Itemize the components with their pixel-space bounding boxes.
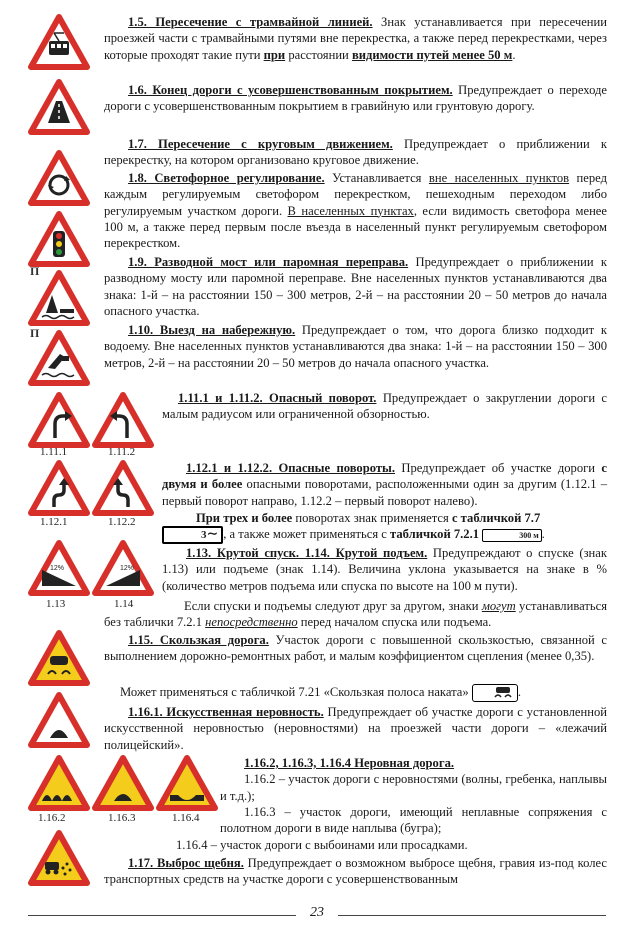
traffic-light-icon bbox=[53, 231, 65, 257]
caption-1-16-4: 1.16.4 bbox=[172, 812, 200, 824]
sign-1-16-3 bbox=[92, 755, 154, 811]
para-1-11: 1.11.1 и 1.11.2. Опасный поворот. Предупреждает о закруглении дороги с малым радиусом или ограниченной обзорностью. bbox=[162, 391, 608, 422]
para-1-12-plates: При трех и более поворотах знак применяется с табличкой 7.7 3∼ , а также может применяться с табличкой 7.2.1 300 м . bbox=[162, 510, 607, 544]
para-1-13: 1.13. Крутой спуск. 1.14. Крутой подъем. Предупреждают о спуске (знак 1.13) или подъеме (знак 1.14). Величина уклона указывается на знаке в % (количество метров подъема или спуска по высоте на 100 м пути). bbox=[162, 546, 607, 593]
para-1-15-plate: Может применяться с табличкой 7.21 «Скользкая полоса наката» . bbox=[104, 684, 607, 702]
para-1-16-1: 1.16.1. Искусственная неровность. Предупреждает об участке дороги с установленной искусственной неровностью (неровностями) на проезжей части дороги – «лежачий полицейский». bbox=[104, 705, 608, 752]
plate-7-21 bbox=[472, 684, 518, 702]
caption-1-12-1: 1.12.1 bbox=[40, 516, 68, 528]
para-1-17: 1.17. Выброс щебня. Предупреждает о возможном выбросе щебня, гравия из-под колес транспортных средств на участке дороги с усовершенствованным bbox=[104, 856, 607, 887]
plate-7-2-1: 300 м bbox=[482, 529, 541, 542]
marker-p-1-9: П bbox=[30, 264, 40, 278]
footer-rule-left bbox=[28, 915, 296, 916]
caption-1-16-2: 1.16.2 bbox=[38, 812, 66, 824]
caption-1-14: 1.14 bbox=[114, 598, 134, 610]
sign-1-7 bbox=[28, 150, 90, 206]
sign-1-9 bbox=[28, 270, 90, 326]
sign-1-12-1 bbox=[28, 460, 90, 516]
para-1-15: 1.15. Скользкая дорога. Участок дороги с повышенной скользкостью, связанной с выполнением дорожно-ремонтных работ, и малым коэффициентом сцепления (менее 0,35). bbox=[104, 633, 607, 664]
slippery-car-icon bbox=[492, 685, 514, 699]
sign-1-16-1 bbox=[28, 692, 90, 748]
caption-1-12-2: 1.12.2 bbox=[108, 516, 136, 528]
para-1-6: 1.6. Конец дороги с усовершенствованным покрытием. Предупреждает о переходе дороги с усовершенствованным покрытием в гравийную или грунтовую дорогу. bbox=[104, 83, 608, 114]
sign-1-8 bbox=[28, 211, 90, 267]
sign-1-13 bbox=[28, 540, 90, 596]
caption-1-13: 1.13 bbox=[46, 598, 66, 610]
plate-7-7: 3∼ bbox=[162, 526, 223, 544]
para-1-12: 1.12.1 и 1.12.2. Опасные повороты. Предупреждает об участке дороги с двумя и более опасными поворотами, расположенными один за другим (1.12.1 – первый поворот направо, 1.12.2 – первый поворот налево). bbox=[162, 461, 607, 508]
sign-1-5 bbox=[28, 14, 90, 70]
caption-1-16-3: 1.16.3 bbox=[108, 812, 136, 824]
caption-1-11-2: 1.11.2 bbox=[108, 446, 136, 458]
para-1-16-4: 1.16.4 – участок дороги с выбоинами или просадками. bbox=[176, 838, 468, 852]
page-number: 23 bbox=[310, 905, 324, 920]
para-1-9: 1.9. Разводной мост или паромная переправа. Предупреждает о приближении к разводному мосту или паромной переправе. Вне населенных пунктов устанавливаются два знака: 1-й – на расстоянии 150 – 300 метров, 2-й – на расстоянии 20 – 50 метров до начала опасного участка. bbox=[104, 255, 607, 318]
para-1-10: 1.10. Выезд на набережную. Предупреждает о том, что дорога близко подходит к водоему. Вне населенных пунктов устанавливаются два знака: 1-й – на расстоянии 150 – 300 метров, 2-й – на расстоянии 20 – 50 метров до начала опасного участка. bbox=[104, 323, 607, 370]
sign-1-14 bbox=[92, 540, 154, 596]
marker-p-1-10: П bbox=[30, 326, 40, 340]
sign-1-15 bbox=[28, 630, 90, 686]
grade-label: 12% bbox=[120, 565, 135, 572]
grade-label: 12% bbox=[50, 565, 65, 572]
sign-1-12-2 bbox=[92, 460, 154, 516]
sign-1-11-1 bbox=[28, 392, 90, 448]
para-1-13-note: Если спуски и подъемы следуют друг за другом, знаки могут устанавливаться без таблички 7.2.1 непосредственно перед началом спуска или подъема. bbox=[104, 599, 607, 630]
sign-1-16-2 bbox=[28, 755, 90, 811]
para-1-7: 1.7. Пересечение с круговым движением. Предупреждает о приближении к перекрестку, на котором организовано круговое движение. bbox=[104, 137, 608, 168]
sign-1-17 bbox=[28, 830, 90, 886]
page-footer bbox=[0, 905, 633, 925]
footer-rule-right bbox=[338, 915, 606, 916]
sign-1-11-2 bbox=[92, 392, 154, 448]
sign-1-6 bbox=[28, 79, 90, 135]
para-1-8: 1.8. Светофорное регулирование. Устанавливается вне населенных пунктов перед каждым регулируемым светофором перекрестком, пешеходным переходом либо регулируемым участком дороги. В населенных пунктах, если видимость светофора менее 100 м, а также перед первым после въезда в населенный пункт регулируемым светофором перекрестком. bbox=[104, 171, 607, 251]
sign-1-16-4 bbox=[156, 755, 218, 811]
caption-1-11-1: 1.11.1 bbox=[40, 446, 68, 458]
para-1-5: 1.5. Пересечение с трамвайной линией. Знак устанавливается при пересечении проезжей части с трамвайными путями вне перекрестка, а также перед перекрестками, через которые проходят такие пути при расстоянии видимости путей менее 50 м. bbox=[104, 15, 607, 62]
sign-1-10 bbox=[28, 330, 90, 386]
para-1-16-2: 1.16.2, 1.16.3, 1.16.4 Неровная дорога. 1.16.2 – участок дороги с неровностями (волны, гребенка, наплывы и т.д.);1.16.3 – участок дороги, имеющий неплавные сопряжения с полотном дороги в виде наплыва (бугра); bbox=[220, 756, 607, 836]
